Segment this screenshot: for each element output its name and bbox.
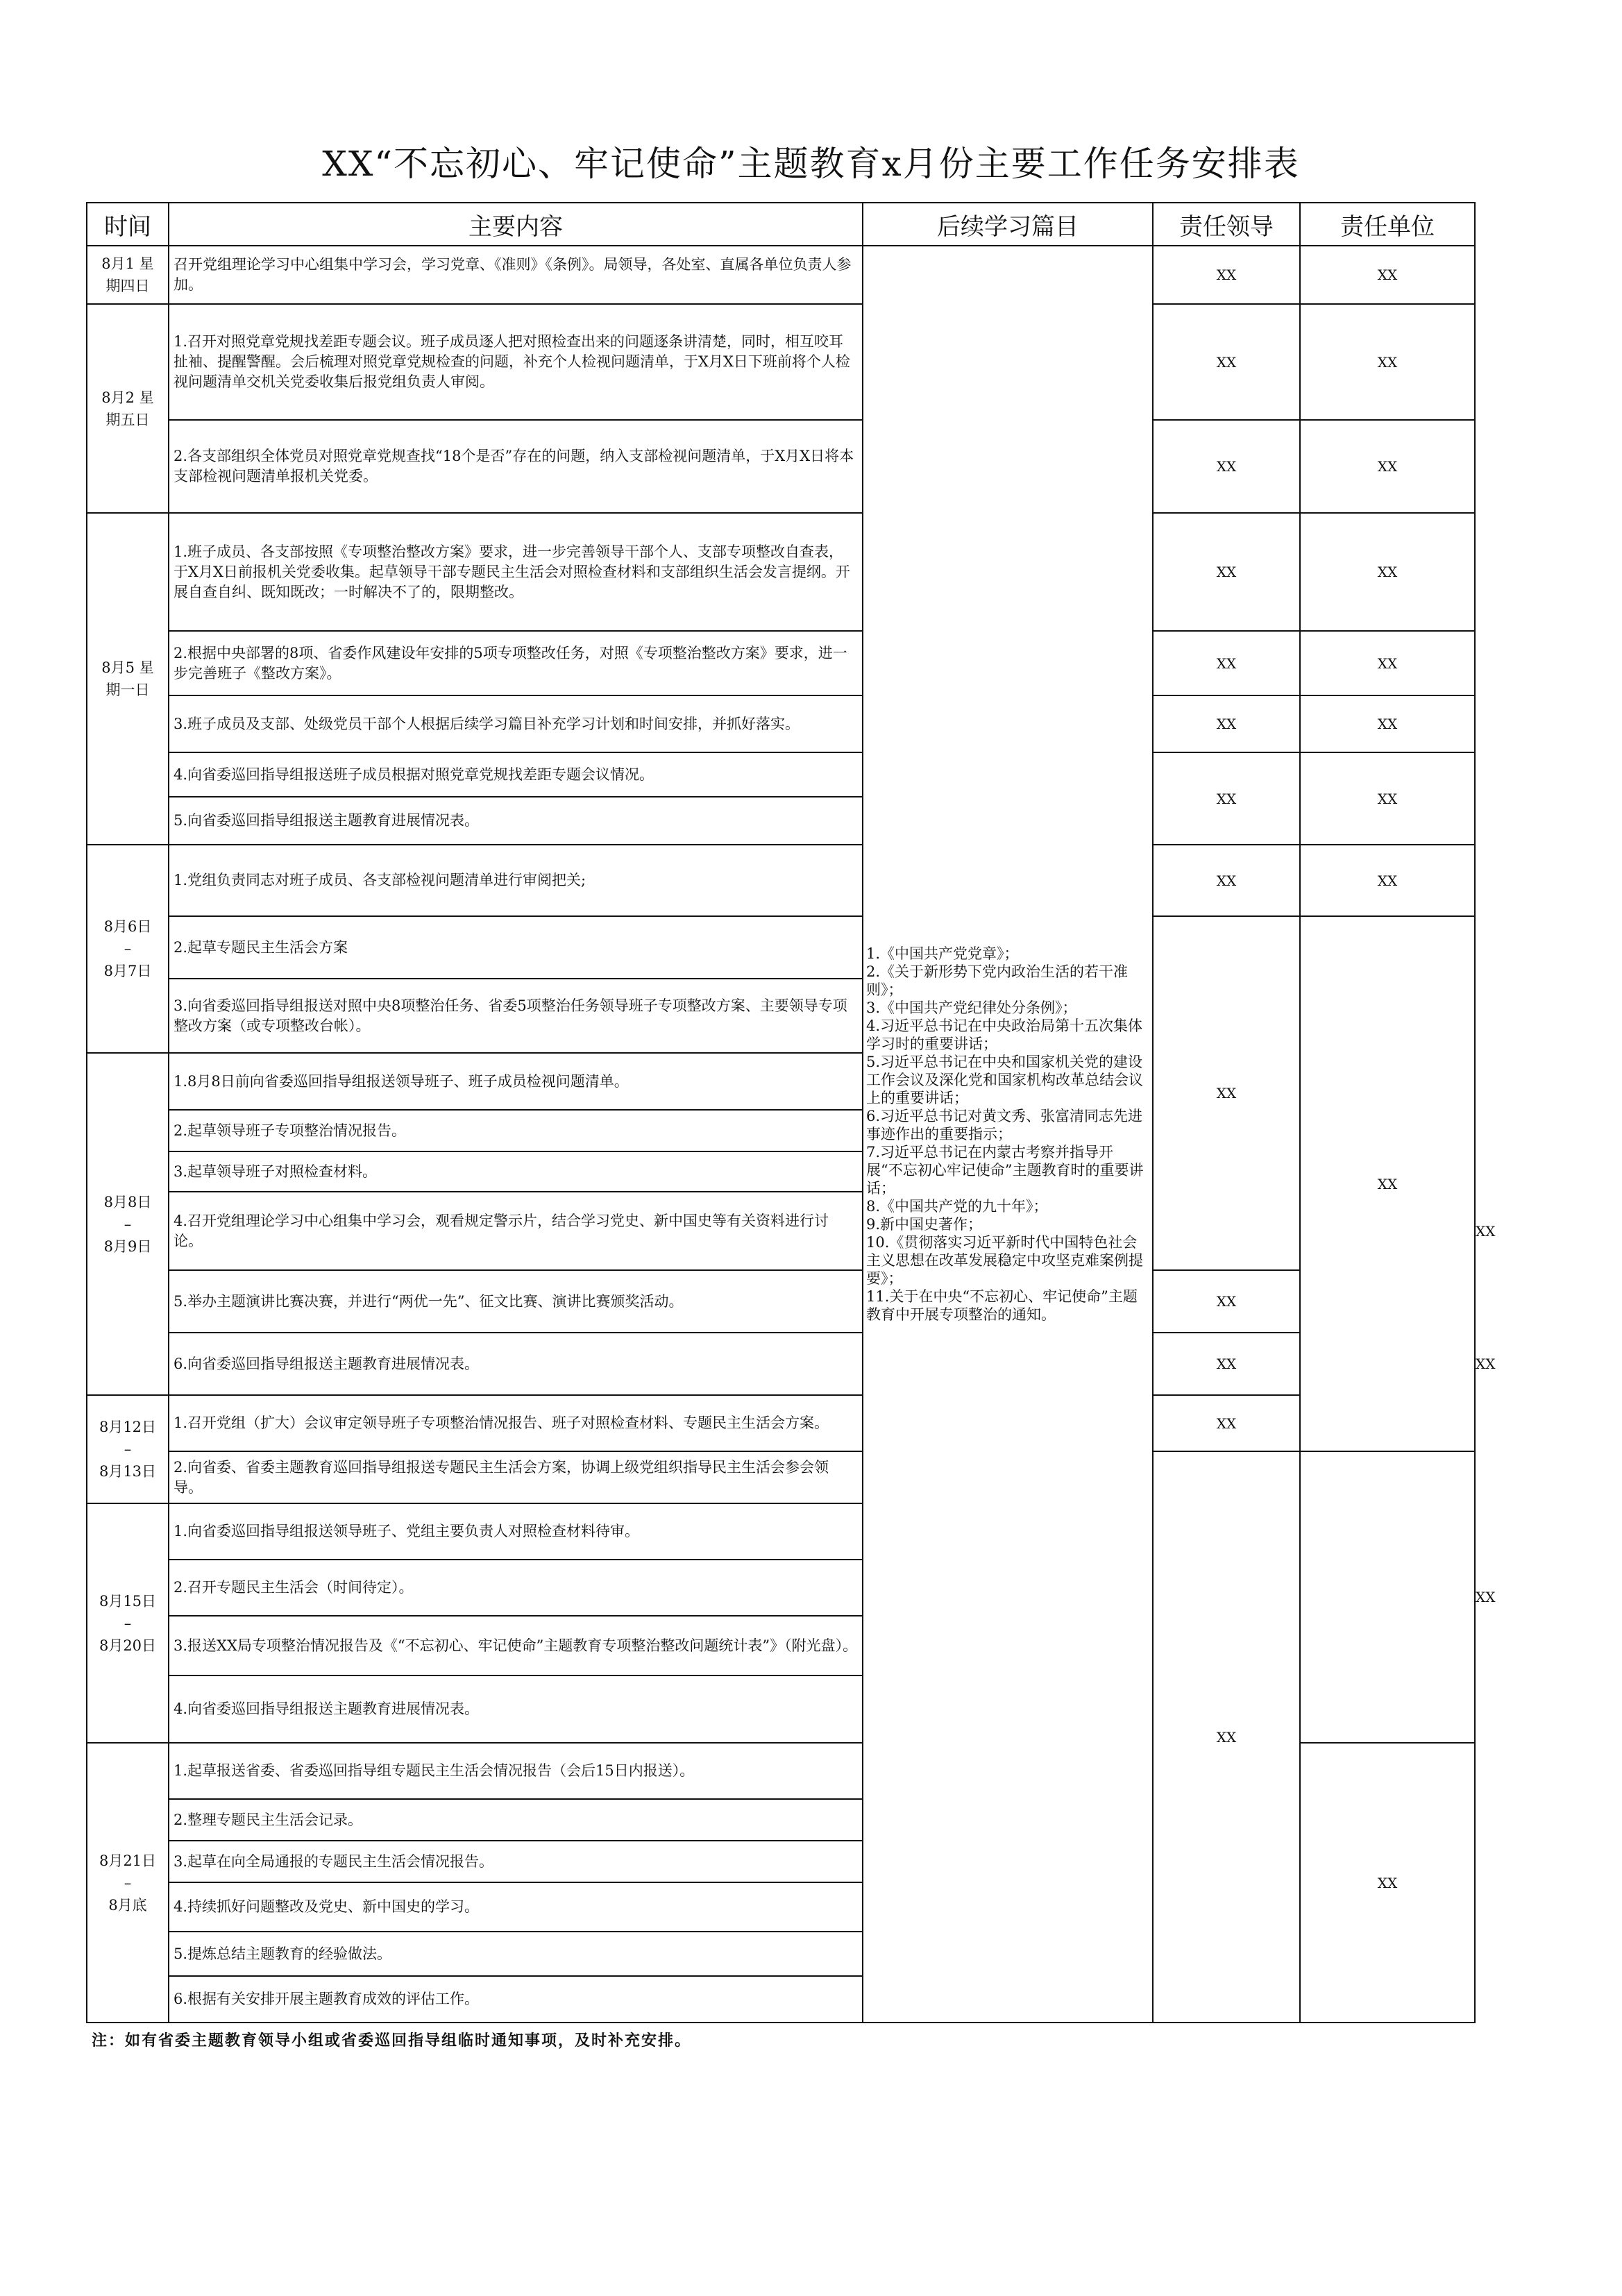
leader-cell: XX bbox=[1153, 1270, 1300, 1333]
leader-cell: XX bbox=[1153, 916, 1300, 1270]
task-cell: 2.向省委、省委主题教育巡回指导组报送专题民主生活会方案，协调上级党组织指导民主生活会参会领导。 bbox=[169, 1451, 863, 1503]
task-cell: 5.向省委巡回指导组报送主题教育进展情况表。 bbox=[169, 797, 863, 845]
table-row: 4.召开党组理论学习中心组集中学习会，观看规定警示片，结合学习党史、新中国史等有关资料进行讨论。 XX bbox=[87, 1192, 1475, 1270]
table-row: 6.向省委巡回指导组报送主题教育进展情况表。 XX XX bbox=[87, 1333, 1475, 1395]
task-cell: 1.党组负责同志对班子成员、各支部检视问题清单进行审阅把关; bbox=[169, 845, 863, 916]
page-title: XX“不忘初心、牢记使命”主题教育x月份主要工作任务安排表 bbox=[322, 144, 1300, 184]
leader-cell: XX bbox=[1153, 752, 1300, 845]
leader-cell: XX bbox=[1153, 304, 1300, 420]
task-cell: 1.召开对照党章党规找差距专题会议。班子成员逐人把对照检查出来的问题逐条讲清楚，同时，相互咬耳扯袖、提醒警醒。会后梳理对照党章党规检查的问题，补充个人检视问题清单，于X月X日下班前将个人检视问题清单交机关党委收集后报党组负责人审阅。 bbox=[169, 304, 863, 420]
unit-cell: XX bbox=[1300, 695, 1475, 752]
task-cell: 1.召开党组（扩大）会议审定领导班子专项整治情况报告、班子对照检查材料、专题民主生活会方案。 bbox=[169, 1395, 863, 1451]
table-row bbox=[87, 1270, 1475, 1333]
header-time: 时间 bbox=[87, 203, 169, 246]
task-cell: 1.班子成员、各支部按照《专项整治整改方案》要求，进一步完善领导干部个人、支部专项整改自查表，于X月X日前报机关党委收集。起草领导干部专题民主生活会对照检查材料和支部组织生活会发言提纲。开展自查自纠、既知既改；一时解决不了的，限期整改。 bbox=[169, 513, 863, 631]
table-row bbox=[87, 845, 1475, 916]
unit-cell: XX bbox=[1300, 845, 1475, 916]
task-cell: 3.向省委巡回指导组报送对照中央8项整治任务、省委5项整治任务领导班子专项整改方案、主要领导专项整改方案（或专项整改台帐）。 bbox=[169, 979, 863, 1053]
task-cell: 2.起草专题民主生活会方案 bbox=[169, 916, 863, 979]
unit-cell: XX bbox=[1300, 304, 1475, 420]
unit-cell: XX bbox=[1300, 916, 1475, 1451]
header-leader: 责任领导 bbox=[1153, 203, 1300, 246]
table-row bbox=[87, 1451, 1475, 1503]
unit-cell: XX bbox=[1300, 513, 1475, 631]
date-cell: 8月5 星 期一日 bbox=[87, 513, 169, 845]
task-cell: 3.报送XX局专项整治情况报告及《“不忘初心、牢记使命”主题教育专项整治整改问题统计表”》（附光盘）。 bbox=[169, 1616, 863, 1675]
table-row bbox=[87, 304, 1475, 420]
task-cell: 4.向省委巡回指导组报送主题教育进展情况表。 bbox=[169, 1675, 863, 1743]
date-cell: 8月1 星 期四日 bbox=[87, 246, 169, 304]
date-cell: 8月15日 – 8月20日 bbox=[87, 1503, 169, 1743]
leader-cell: XX bbox=[1153, 1395, 1300, 1451]
unit-cell: XX bbox=[1300, 1743, 1475, 2023]
table-row bbox=[87, 631, 1475, 695]
leader-cell: XX bbox=[1153, 420, 1300, 513]
leader-cell: XX bbox=[1153, 513, 1300, 631]
task-cell: 2.各支部组织全体党员对照党章党规查找“18个是否”存在的问题，纳入支部检视问题清单，于X月X日将本支部检视问题清单报机关党委。 bbox=[169, 420, 863, 513]
task-cell: 1.向省委巡回指导组报送领导班子、党组主要负责人对照检查材料待审。 bbox=[169, 1503, 863, 1560]
date-cell: 8月21日 – 8月底 bbox=[87, 1743, 169, 2023]
task-cell: 6.根据有关安排开展主题教育成效的评估工作。 bbox=[169, 1976, 863, 2023]
task-cell: 2.召开专题民主生活会（时间待定）。 bbox=[169, 1560, 863, 1616]
study-list-cell: 1.《中国共产党党章》； 2.《关于新形势下党内政治生活的若干准则》； 3.《中国共产党纪律处分条例》； 4.习近平总书记在中央政治局第十五次集体学习时的重要讲话； 5.习近平总书记在中央和国家机关党的建设工作会议及深化党和国家机构改革总结会议上的重要讲话； 6.习近平总书记对黄文秀、张富清同志先进事迹作出的重要指示； 7.习近平总书记在内蒙古考察并指导开展“不忘初心牢记使命”主题教育时的重要讲话； 8.《中国共产党的九十年》； 9.新中国史著作； 10.《贯彻落实习近平新时代中国特色社会主义思想在改革发展稳定中攻坚克难案例提要》； 11.关于在中央“不忘初心、牢记使命”主题教育中开展专项整治的通知。 bbox=[863, 246, 1153, 2023]
task-cell: 3.起草领导班子对照检查材料。 bbox=[169, 1151, 863, 1192]
unit-cell: XX bbox=[1300, 246, 1475, 304]
date-cell: 8月6日 – 8月7日 bbox=[87, 845, 169, 1053]
task-cell: 4.召开党组理论学习中心组集中学习会，观看规定警示片，结合学习党史、新中国史等有关资料进行讨论。 bbox=[169, 1192, 863, 1270]
table-row bbox=[87, 695, 1475, 752]
task-cell: 3.起草在向全局通报的专题民主生活会情况报告。 bbox=[169, 1841, 863, 1882]
task-cell: 2.整理专题民主生活会记录。 bbox=[169, 1799, 863, 1841]
table-row bbox=[87, 752, 1475, 797]
leader-cell: XX bbox=[1153, 631, 1300, 695]
date-cell: 8月8日 – 8月9日 bbox=[87, 1053, 169, 1395]
task-cell: 5.提炼总结主题教育的经验做法。 bbox=[169, 1932, 863, 1976]
schedule-table bbox=[86, 202, 1496, 2023]
unit-cell: XX bbox=[1300, 420, 1475, 513]
table-row bbox=[87, 246, 1475, 304]
leader-cell: XX bbox=[1153, 1333, 1300, 1395]
header-study: 后续学习篇目 bbox=[863, 203, 1153, 246]
task-cell: 4.持续抓好问题整改及党史、新中国史的学习。 bbox=[169, 1882, 863, 1932]
task-cell: 2.根据中央部署的8项、省委作风建设年安排的5项专项整改任务，对照《专项整治整改方案》要求，进一步完善班子《整改方案》。 bbox=[169, 631, 863, 695]
task-cell: 2.起草领导班子专项整治情况报告。 bbox=[169, 1110, 863, 1151]
unit-cell: XX bbox=[1300, 631, 1475, 695]
header-unit: 责任单位 bbox=[1300, 203, 1475, 246]
table-row: 8月12日 – 8月13日 1.召开党组（扩大）会议审定领导班子专项整治情况报告、班子对照检查材料、专题民主生活会方案。 XX XX bbox=[87, 1395, 1475, 1451]
task-cell: 5.举办主题演讲比赛决赛，并进行“两优一先”、征文比赛、演讲比赛颁奖活动。 bbox=[169, 1270, 863, 1333]
header-row bbox=[87, 203, 1475, 246]
footnote: 注：如有省委主题教育领导小组或省委巡回指导组临时通知事项，及时补充安排。 bbox=[92, 2032, 692, 2050]
task-cell: 1.8月8日前向省委巡回指导组报送领导班子、班子成员检视问题清单。 bbox=[169, 1053, 863, 1110]
task-cell: 6.向省委巡回指导组报送主题教育进展情况表。 bbox=[169, 1333, 863, 1395]
leader-cell: XX bbox=[1153, 695, 1300, 752]
table-row bbox=[87, 420, 1475, 513]
task-cell: 3.班子成员及支部、处级党员干部个人根据后续学习篇目补充学习计划和时间安排，并抓好落实。 bbox=[169, 695, 863, 752]
leader-cell: XX bbox=[1153, 1451, 1300, 2023]
header-content: 主要内容 bbox=[169, 203, 863, 246]
date-cell: 8月2 星 期五日 bbox=[87, 304, 169, 513]
task-cell: 1.起草报送省委、省委巡回指导组专题民主生活会情况报告（会后15日内报送）。 bbox=[169, 1743, 863, 1799]
table-row bbox=[87, 513, 1475, 631]
leader-cell: XX bbox=[1153, 246, 1300, 304]
table-row bbox=[87, 916, 1475, 979]
leader-cell: XX bbox=[1153, 845, 1300, 916]
task-cell: 召开党组理论学习中心组集中学习会，学习党章、《准则》《条例》。局领导，各处室、直属各单位负责人参加。 bbox=[169, 246, 863, 304]
date-cell: 8月12日 – 8月13日 bbox=[87, 1395, 169, 1503]
unit-cell: XX bbox=[1300, 752, 1475, 845]
task-cell: 4.向省委巡回指导组报送班子成员根据对照党章党规找差距专题会议情况。 bbox=[169, 752, 863, 797]
